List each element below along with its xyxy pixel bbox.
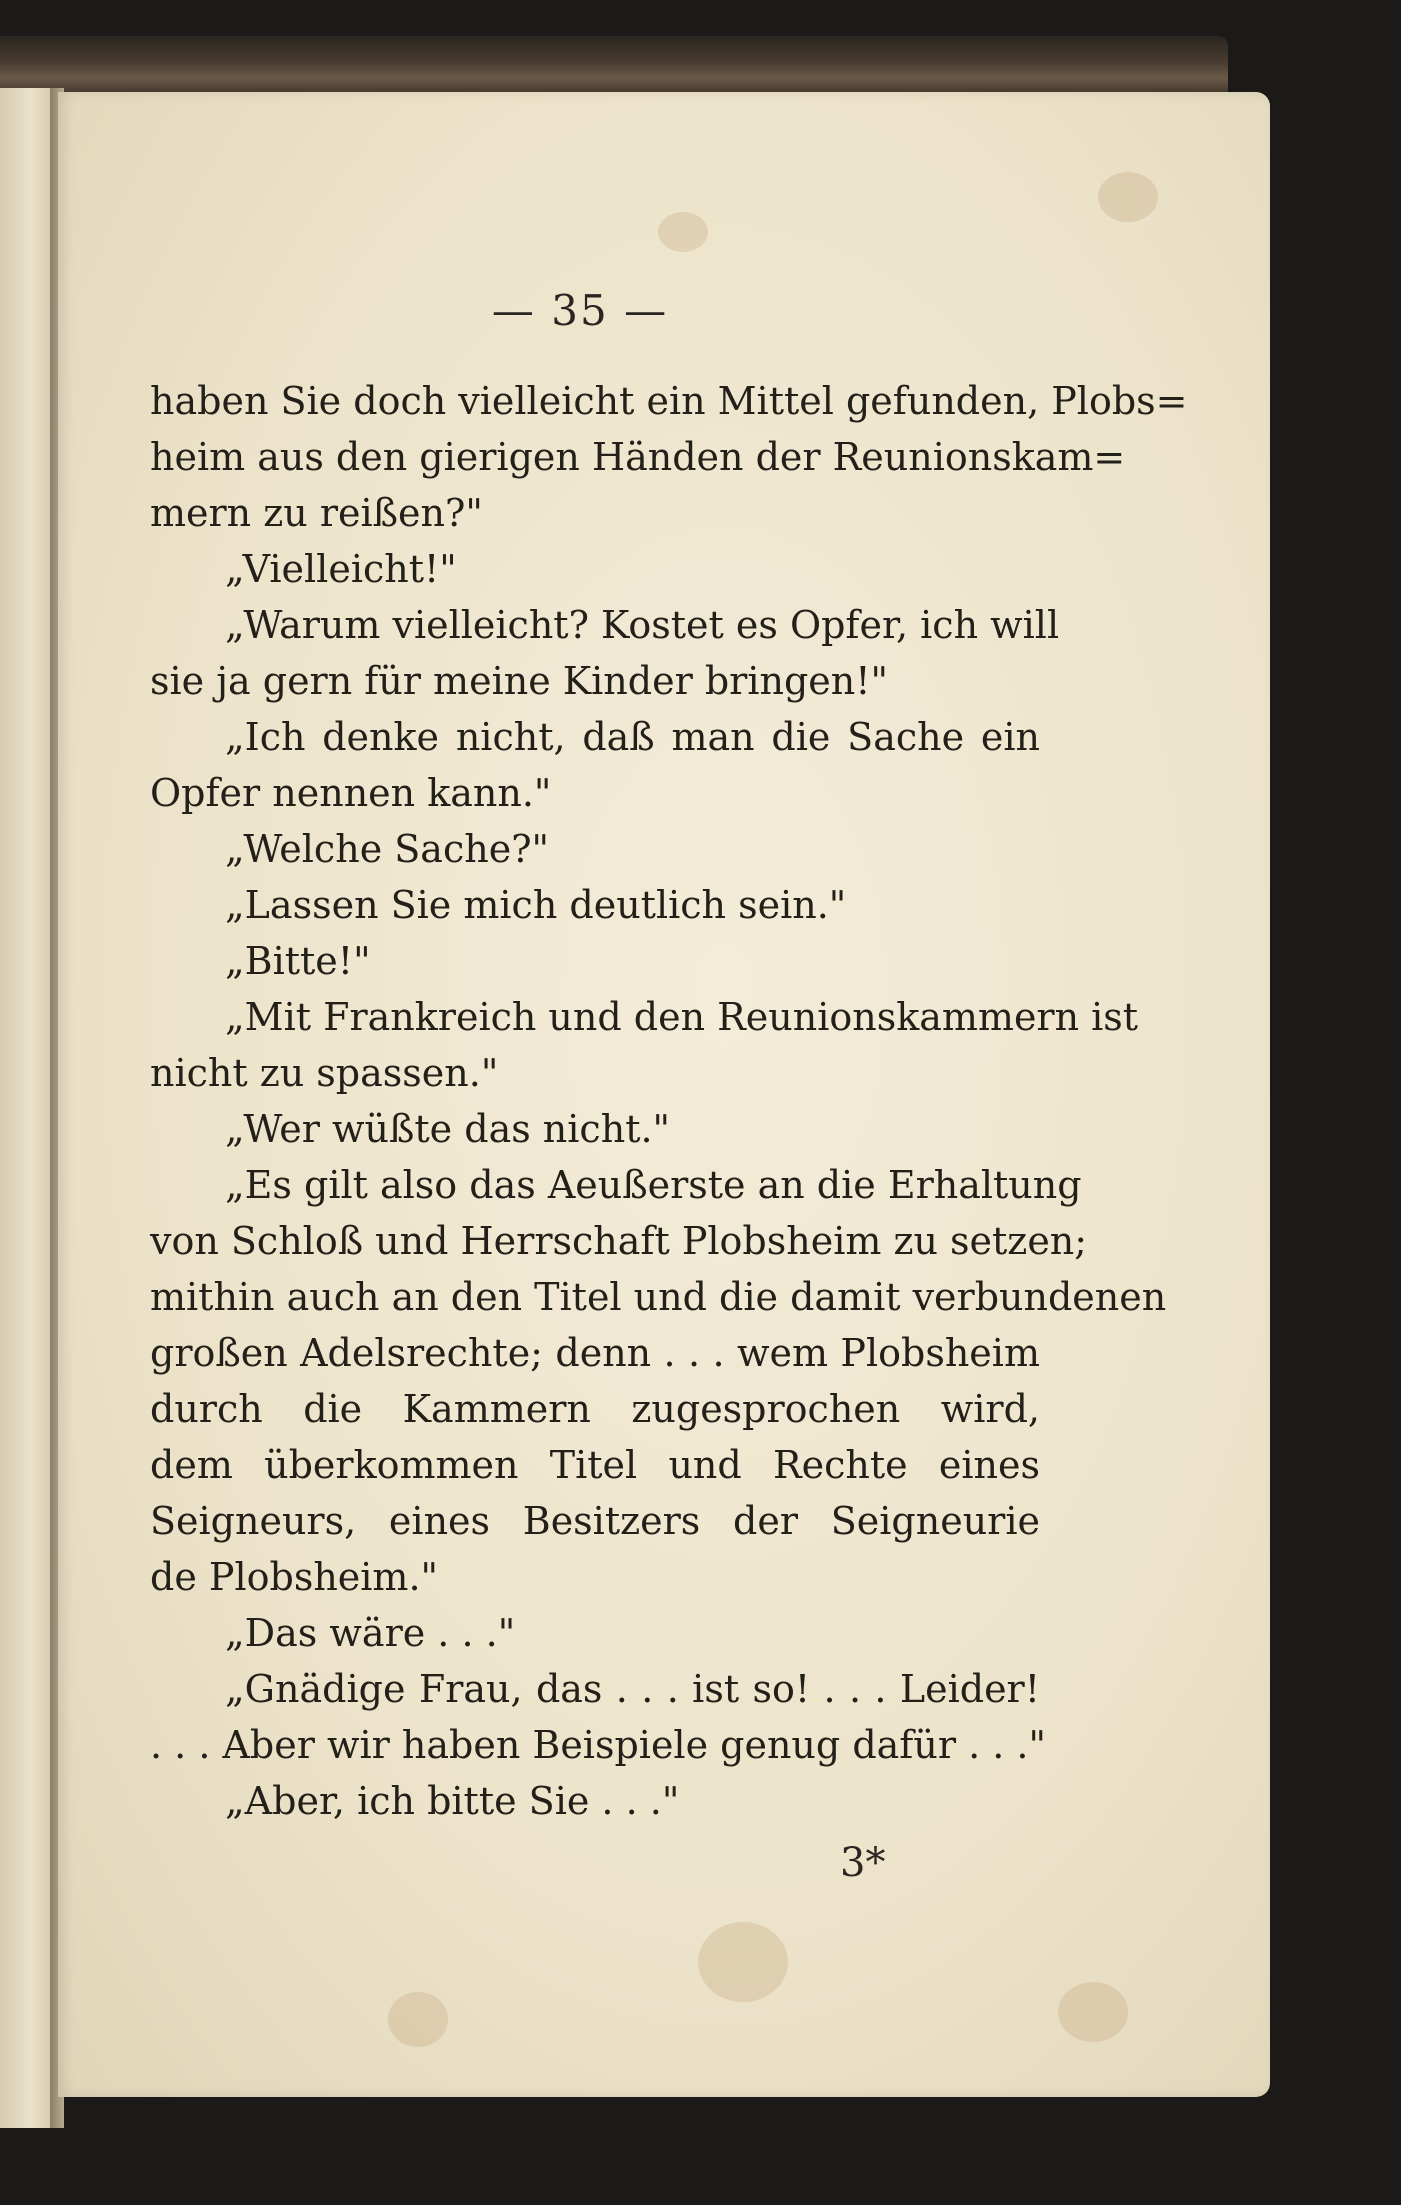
page-number: — 35 — bbox=[491, 286, 669, 335]
text-line: „Lassen Sie mich deutlich sein." bbox=[225, 883, 847, 927]
text-line: „Welche Sache?" bbox=[225, 827, 550, 871]
text-line: mithin auch an den Titel und die damit verbundenen bbox=[150, 1275, 1167, 1319]
text-line: „Gnädige Frau, das . . . ist so! . . . Leider! bbox=[225, 1667, 1040, 1711]
text-line: „Warum vielleicht? Kostet es Opfer, ich will bbox=[225, 603, 1060, 647]
text-line: heim aus den gierigen Händen der Reunionskam= bbox=[150, 435, 1126, 479]
text-line: . . . Aber wir haben Beispiele genug dafür . . ." bbox=[150, 1723, 1046, 1767]
foxing-stain bbox=[658, 212, 708, 252]
text-line: „Bitte!" bbox=[225, 939, 371, 983]
foxing-stain bbox=[388, 1992, 448, 2047]
text-line: dem überkommen Titel und Rechte eines bbox=[150, 1443, 1040, 1487]
text-line: Seigneurs, eines Besitzers der Seigneurie bbox=[150, 1499, 1040, 1543]
text-line: nicht zu spassen." bbox=[150, 1051, 499, 1095]
text-line: „Es gilt also das Aeußerste an die Erhaltung bbox=[225, 1163, 1082, 1207]
text-line: „Mit Frankreich und den Reunionskammern ist bbox=[225, 995, 1139, 1039]
text-line: de Plobsheim." bbox=[150, 1555, 439, 1599]
book-top-edge bbox=[0, 36, 1228, 96]
text-line: sie ja gern für meine Kinder bringen!" bbox=[150, 659, 888, 703]
text-line: großen Adelsrechte; denn . . . wem Plobsheim bbox=[150, 1331, 1040, 1375]
foxing-stain bbox=[1058, 1982, 1128, 2042]
text-line: haben Sie doch vielleicht ein Mittel gefunden, Plobs= bbox=[150, 379, 1188, 423]
text-line: durch die Kammern zugesprochen wird, bbox=[150, 1387, 1040, 1431]
text-line: „Wer wüßte das nicht." bbox=[225, 1107, 671, 1151]
text-line: „Das wäre . . ." bbox=[225, 1611, 516, 1655]
text-line: „Aber, ich bitte Sie . . ." bbox=[225, 1779, 680, 1823]
text-line: „Ich denke nicht, daß man die Sache ein bbox=[225, 715, 1040, 759]
signature-mark: 3* bbox=[840, 1840, 886, 1886]
foxing-stain bbox=[698, 1922, 788, 2002]
text-line: Opfer nennen kann." bbox=[150, 771, 552, 815]
text-line: mern zu reißen?" bbox=[150, 491, 483, 535]
text-line: von Schloß und Herrschaft Plobsheim zu setzen; bbox=[150, 1219, 1088, 1263]
text-line: „Vielleicht!" bbox=[225, 547, 457, 591]
foxing-stain bbox=[1098, 172, 1158, 222]
